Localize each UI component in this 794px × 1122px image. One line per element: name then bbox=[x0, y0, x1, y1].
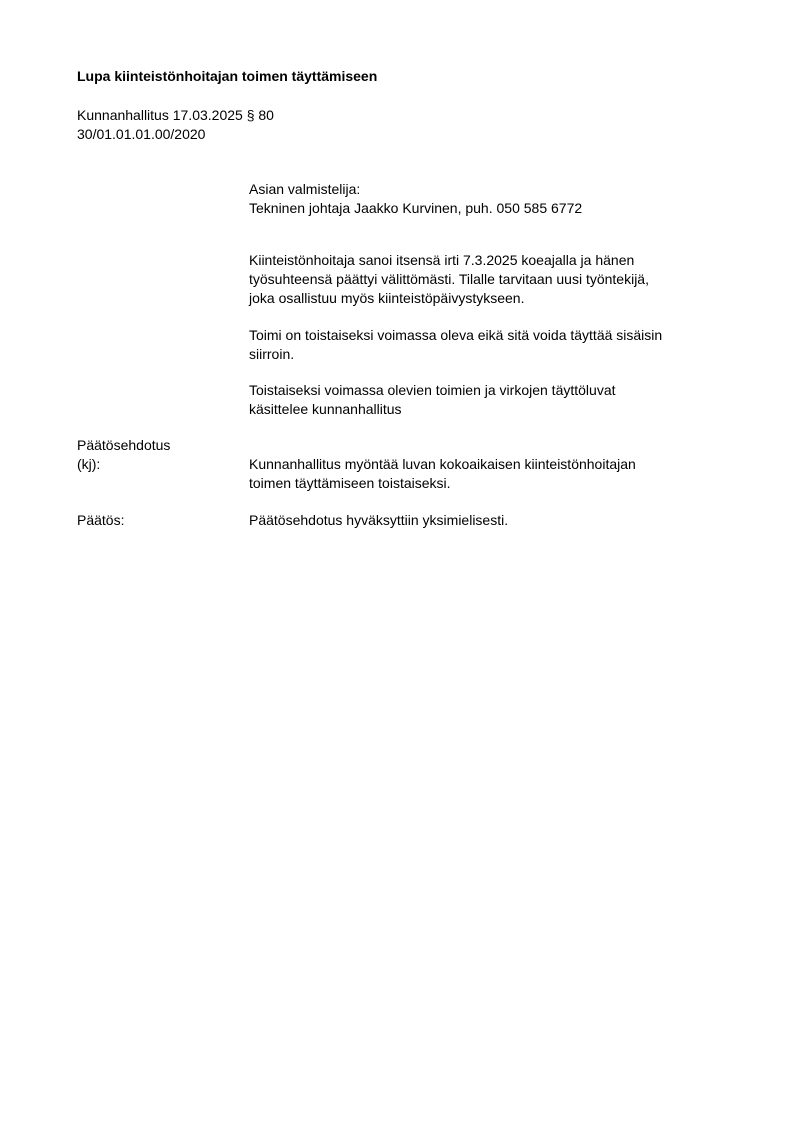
decision-text: Päätösehdotus hyväksyttiin yksimielisesti. bbox=[249, 512, 509, 528]
paragraph-3 bbox=[249, 381, 749, 419]
paragraph-line: siirroin. bbox=[249, 346, 295, 362]
proposal-text bbox=[249, 455, 749, 493]
decision-label: Päätös: bbox=[77, 512, 125, 528]
paragraph-line: joka osallistuu myös kiinteistöpäivystykseen. bbox=[249, 290, 525, 306]
paragraph-line: Toistaiseksi voimassa olevien toimien ja virkojen täyttöluvat bbox=[249, 382, 616, 398]
proposal-label-line: (kj): bbox=[77, 456, 101, 472]
proposal-label bbox=[77, 436, 170, 474]
preparer-label: Asian valmistelija: bbox=[249, 181, 361, 197]
proposal-line: Kunnanhallitus myöntää luvan kokoaikaisen kiinteistönhoitajan bbox=[249, 456, 636, 472]
document-title: Lupa kiinteistönhoitajan toimen täyttämiseen bbox=[77, 68, 378, 84]
paragraph-line: Kiinteistönhoitaja sanoi itsensä irti 7.3.2025 koeajalla ja hänen bbox=[249, 252, 635, 268]
record-number: 30/01.01.01.00/2020 bbox=[77, 126, 206, 142]
proposal-line: toimen täyttämiseen toistaiseksi. bbox=[249, 475, 451, 491]
preparer-block bbox=[249, 180, 749, 218]
meeting-line: Kunnanhallitus 17.03.2025 § 80 bbox=[77, 107, 274, 123]
paragraph-line: Toimi on toistaiseksi voimassa oleva eikä sitä voida täyttää sisäisin bbox=[249, 327, 663, 343]
paragraph-line: käsittelee kunnanhallitus bbox=[249, 401, 402, 417]
proposal-label-line: Päätösehdotus bbox=[77, 437, 171, 453]
paragraph-2 bbox=[249, 326, 749, 364]
paragraph-line: työsuhteensä päättyi välittömästi. Tilalle tarvitaan uusi työntekijä, bbox=[249, 271, 649, 287]
paragraph-1 bbox=[249, 251, 749, 308]
preparer-name: Tekninen johtaja Jaakko Kurvinen, puh. 050 585 6772 bbox=[249, 200, 583, 216]
